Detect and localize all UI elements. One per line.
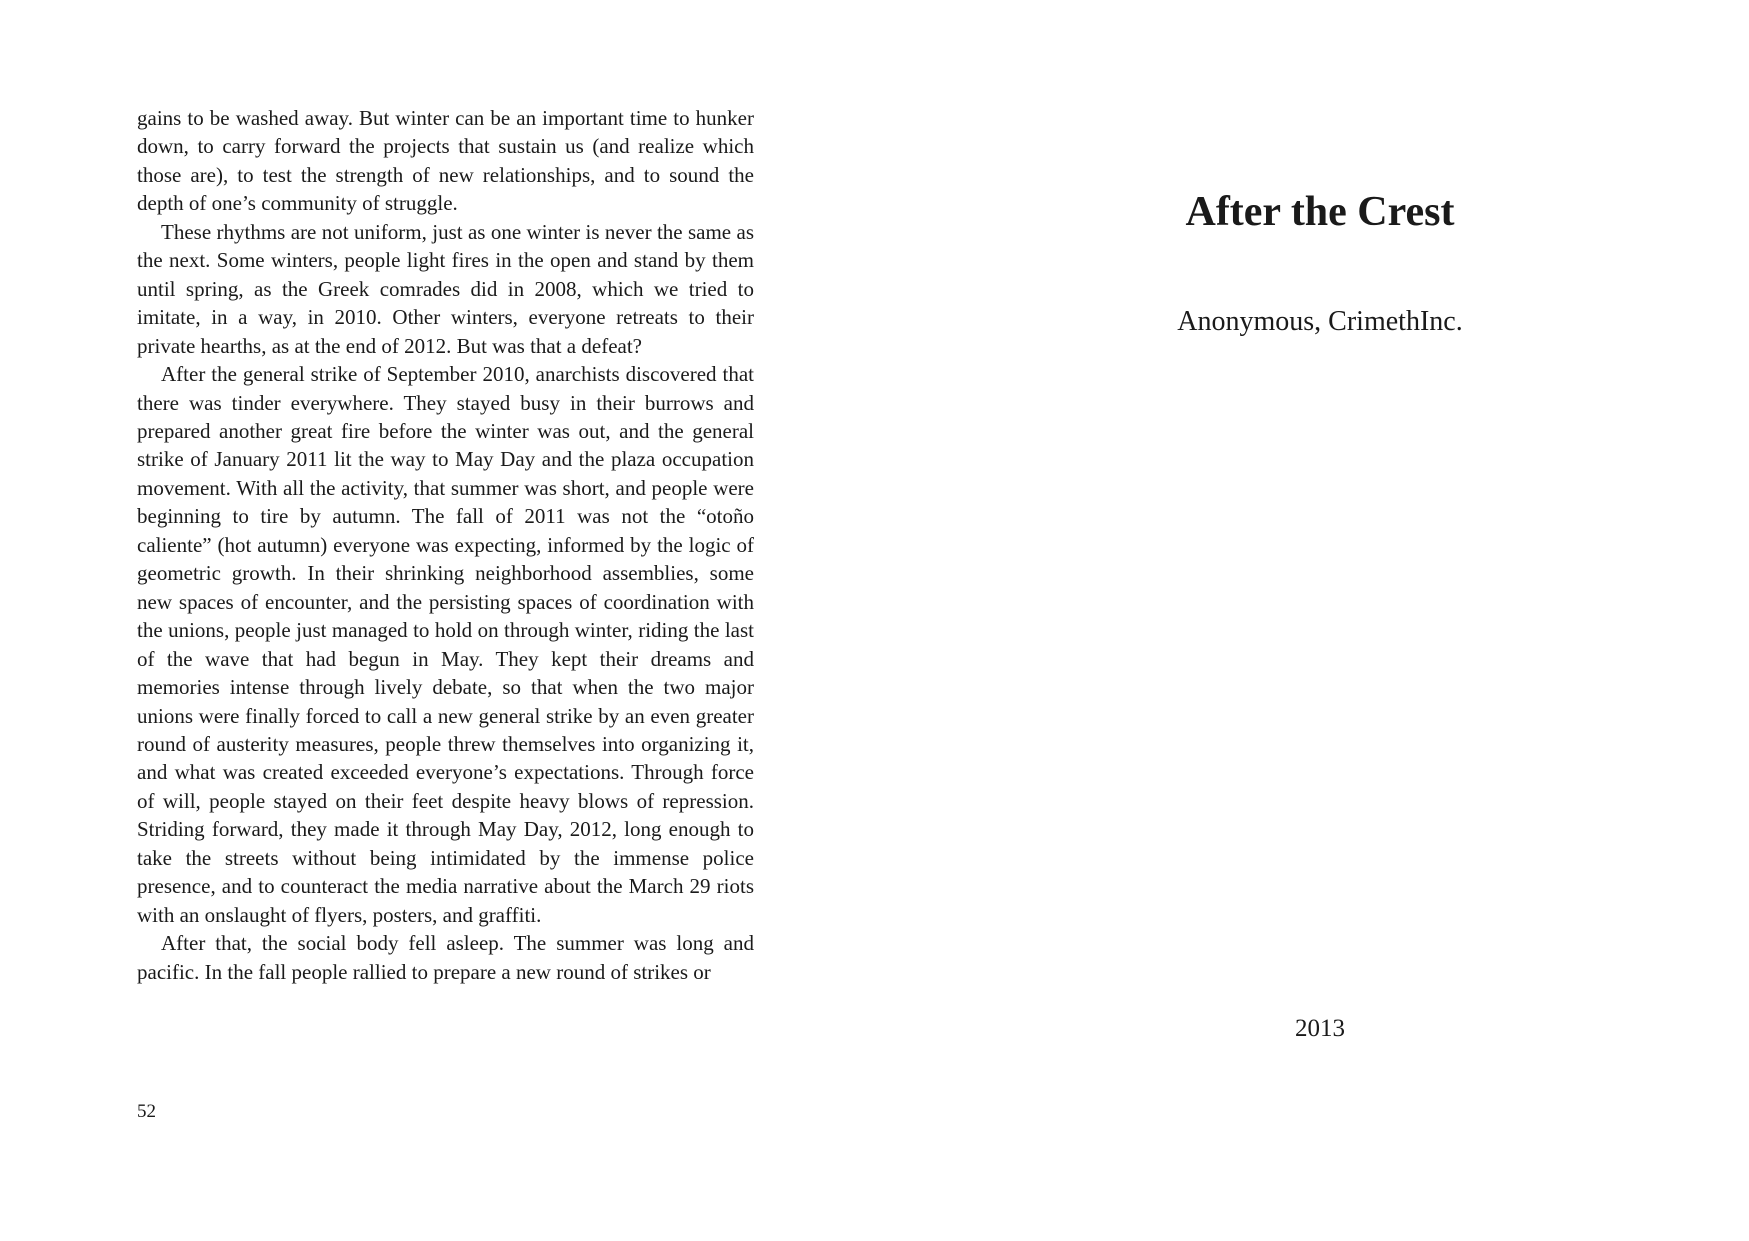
publication-year: 2013 (1295, 1015, 1345, 1042)
paragraph-4: After that, the social body fell asleep. The summer was long and pacific. In the fall people rallied to prepare a new round of strikes or (137, 931, 754, 984)
paragraph-1: gains to be washed away. But winter can be an important time to hunker down, to carry forward the projects that sustain us (and realize which those are), to test the strength of new relationships, and to sound the depth of one’s community of struggle. (137, 106, 754, 216)
book-title: After the Crest (1185, 189, 1455, 235)
paragraph-3: After the general strike of September 2010, anarchists discovered that there was tinder everywhere. They stayed busy in their burrows and prepared another great fire before the winter was out, and the general strike of January 2011 lit the way to May Day and the plaza occupation movement. With all the activity, that summer was short, and people were beginning to tire by autumn. The fall of 2011 was not the “otoño caliente” (hot autumn) everyone was expecting, informed by the logic of geometric growth. In their shrinking neighborhood assemblies, some new spaces of encounter, and the persisting spaces of coordination with the unions, people just managed to hold on through winter, riding the last of the wave that had begun in May. They kept their dreams and memories intense through lively debate, so that when the two major unions were finally forced to call a new general strike by an even greater round of austerity measures, people threw themselves into organizing it, and what was created exceeded everyone’s expectations. Through force of will, people stayed on their feet despite heavy blows of repression. Striding forward, they made it through May Day, 2012, long enough to take the streets without being intimidated by the immense police presence, and to counteract the media narrative about the March 29 riots with an onslaught of flyers, posters, and graffiti. (137, 362, 754, 927)
book-author: Anonymous, CrimethInc. (1177, 306, 1463, 337)
right-title-page (1010, 0, 1630, 1241)
page-number: 52 (137, 1101, 156, 1122)
left-page-body (137, 104, 754, 986)
paragraph-2: These rhythms are not uniform, just as one winter is never the same as the next. Some winters, people light fires in the open and stand by them until spring, as the Greek comrades did in 2008, which we tried to imitate, in a way, in 2010. Other winters, everyone retreats to their private hearths, as at the end of 2012. But was that a defeat? (137, 219, 754, 358)
